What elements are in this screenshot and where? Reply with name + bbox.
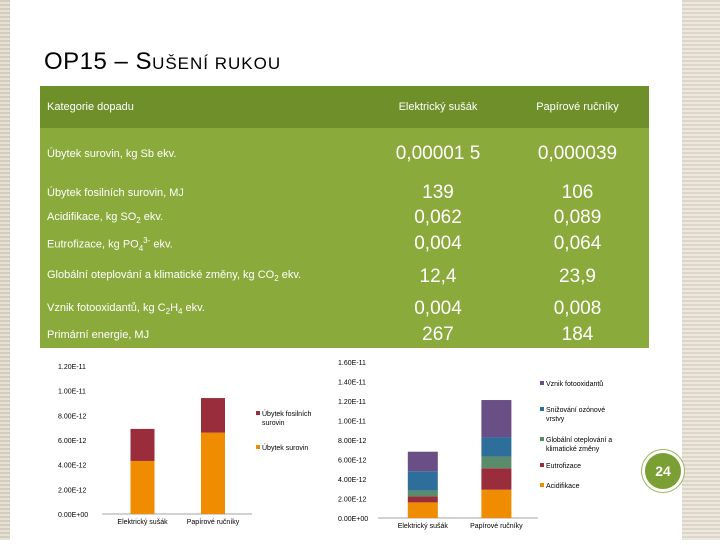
row-category: Acidifikace, kg $SO_2$ ekv.	[40, 205, 370, 231]
row-category: Globální oteplování a klimatické změny, kg $CO_2$ ekv.	[40, 257, 370, 296]
x-category-label: Elektrický sušák	[117, 519, 168, 526]
row-category: Eutrofizace, kg $PO_4^{3-}$ ekv.	[40, 231, 370, 257]
y-tick-label: 8.00E-12	[58, 413, 87, 421]
table-row	[40, 128, 649, 180]
legend-label: surovin	[262, 420, 285, 427]
table-header-row	[40, 86, 649, 128]
y-tick-label: 1.00E-11	[338, 418, 366, 426]
row-category: Úbytek surovin, kg Sb ekv.	[40, 128, 370, 180]
bar-segment	[481, 490, 511, 518]
row-value-paper: 0,008	[506, 296, 649, 322]
bar-segment	[481, 437, 511, 457]
y-tick-label: 6.00E-12	[338, 457, 367, 465]
x-category-label: Papírové ručníky	[470, 523, 523, 530]
y-tick-label: 0.00E+00	[58, 512, 89, 519]
slide-title	[44, 48, 281, 76]
bar-segment	[408, 491, 438, 497]
y-tick-label: 1.20E-11	[338, 399, 366, 406]
page-number: 24	[655, 463, 671, 479]
header-electric-dryer: Elektrický sušák	[370, 86, 506, 128]
legend-label: Úbytek surovin	[262, 445, 309, 452]
row-value-dryer: 139	[370, 180, 506, 205]
chart-emissions-svg	[336, 350, 636, 540]
y-tick-label: 8.00E-12	[338, 438, 367, 445]
row-value-dryer: 0,062	[370, 205, 506, 231]
y-tick-label: 1.00E-11	[58, 388, 86, 396]
page-number-badge	[642, 450, 684, 492]
table-row	[40, 257, 649, 296]
chart-resources-svg	[54, 346, 354, 536]
legend-swatch	[540, 437, 544, 441]
y-tick-label: 1.40E-11	[338, 379, 366, 387]
y-tick-label: 6.00E-12	[58, 438, 87, 445]
y-tick-label: 4.00E-12	[58, 462, 87, 470]
bar-segment	[481, 468, 511, 489]
bar-segment	[201, 433, 225, 514]
left-decorative-border	[0, 0, 10, 540]
header-paper-towels: Papírové ručníky	[506, 86, 649, 128]
header-category: Kategorie dopadu	[40, 86, 370, 128]
y-tick-label: 1.20E-11	[58, 364, 86, 371]
y-tick-label: 1.60E-11	[338, 360, 366, 367]
bar-segment	[481, 457, 511, 469]
row-value-paper: 0,089	[506, 205, 649, 231]
legend-swatch	[540, 381, 544, 385]
title-smallcaps: UŠENÍ RUKOU	[152, 54, 282, 73]
row-value-paper: 0,000039	[506, 128, 649, 180]
bar-segment	[131, 461, 155, 514]
legend-swatch	[540, 407, 544, 411]
table-row	[40, 322, 649, 348]
row-value-dryer: 0,00001 5	[370, 128, 506, 180]
title-main: OP15 – S	[44, 48, 153, 75]
chart-emissions	[336, 350, 636, 540]
legend-swatch	[256, 445, 260, 449]
y-tick-label: 2.00E-12	[58, 487, 87, 495]
bar-segment	[408, 452, 438, 472]
y-tick-label: 2.00E-12	[338, 496, 367, 504]
x-category-label: Elektrický sušák	[397, 523, 448, 530]
table-row	[40, 231, 649, 257]
legend-label: Úbytek fosilních	[262, 411, 312, 418]
row-category: Úbytek fosilních surovin, MJ	[40, 180, 370, 205]
legend-label: Globální oteplování a	[546, 437, 613, 444]
legend-label: Vznik fotooxidantů	[546, 381, 604, 388]
table-row	[40, 205, 649, 231]
x-category-label: Papírové ručníky	[186, 519, 240, 526]
y-tick-label: 0.00E+00	[338, 516, 369, 523]
row-value-dryer: 267	[370, 322, 506, 348]
row-value-paper: 106	[506, 180, 649, 205]
legend-swatch	[256, 411, 260, 415]
row-value-dryer: 0,004	[370, 296, 506, 322]
legend-label: Snižování ozónové	[546, 407, 606, 414]
legend-label: Acidifikace	[546, 483, 580, 490]
legend-swatch	[540, 463, 544, 467]
chart-resources	[54, 346, 354, 536]
row-value-paper: 184	[506, 322, 649, 348]
legend-label: Eutrofizace	[546, 463, 582, 470]
table-row	[40, 180, 649, 205]
bar-segment	[408, 502, 438, 518]
row-value-paper: 0,064	[506, 231, 649, 257]
bar-segment	[201, 398, 225, 433]
bar-segment	[131, 429, 155, 461]
row-value-dryer: 12,4	[370, 257, 506, 296]
row-category: Vznik fotooxidantů, kg $C_2H_4$ ekv.	[40, 296, 370, 322]
legend-label: klimatické změny	[546, 446, 600, 453]
impact-table	[40, 86, 649, 348]
bar-segment	[481, 400, 511, 437]
legend-swatch	[540, 483, 544, 487]
bar-segment	[408, 471, 438, 491]
table-row	[40, 296, 649, 322]
row-value-dryer: 0,004	[370, 231, 506, 257]
y-tick-label: 4.00E-12	[338, 477, 367, 484]
legend-label: vrstvy	[546, 416, 565, 423]
bar-segment	[408, 497, 438, 503]
row-value-paper: 23,9	[506, 257, 649, 296]
right-decorative-border	[682, 0, 720, 540]
row-category: Primární energie, MJ	[40, 322, 370, 348]
